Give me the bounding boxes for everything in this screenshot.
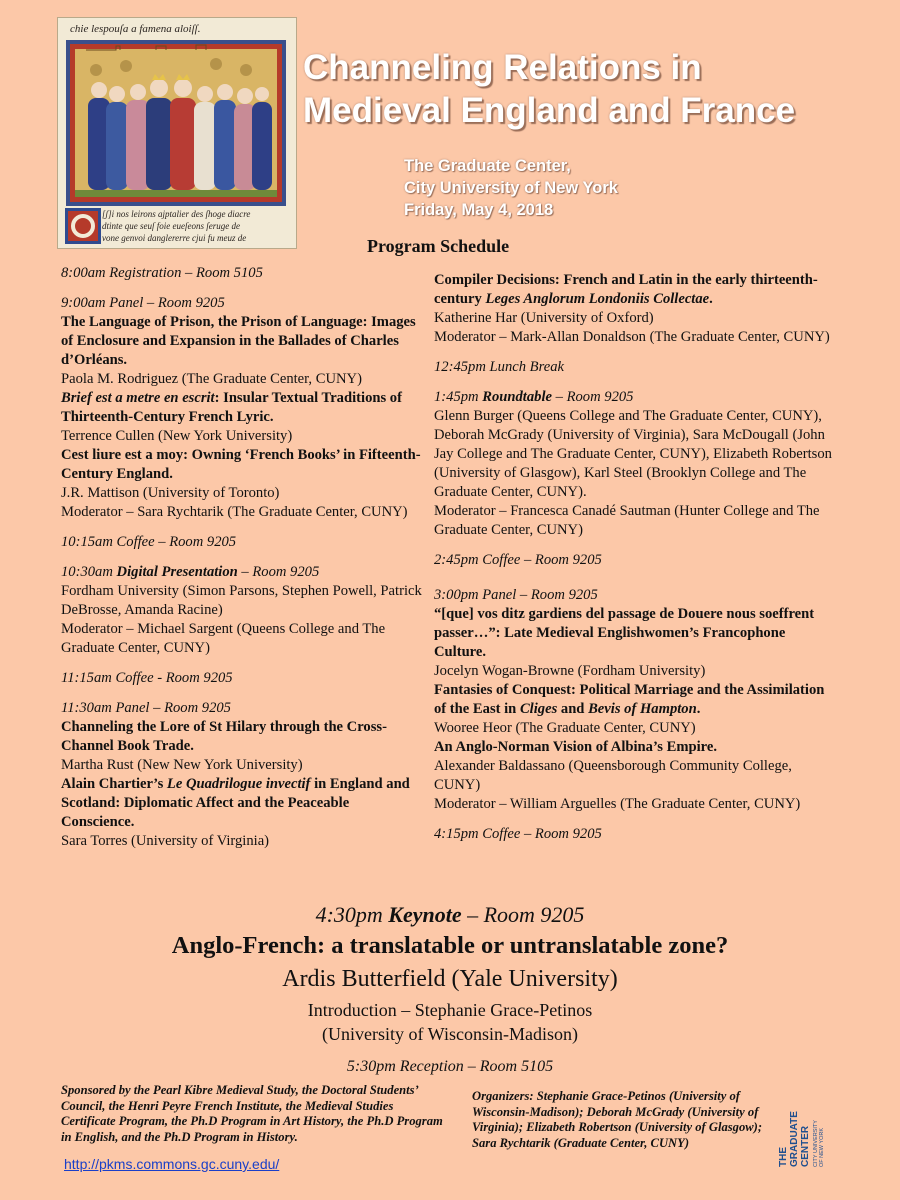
panel-time: 3:00pm Panel – Room 9205 [434, 587, 598, 603]
roundtable-time [434, 388, 834, 407]
keynote-speaker: Ardis Butterfield (Yale University) [282, 966, 618, 992]
venue-line-2: City University of New York [404, 179, 618, 197]
lunch-time: 12:45pm Lunch Break [434, 359, 564, 375]
event-date: Friday, May 4, 2018 [404, 201, 554, 219]
graduate-center-logo [775, 1090, 825, 1170]
illumination-miniature [66, 40, 286, 206]
panel-time: 9:00am Panel – Room 9205 [61, 295, 225, 311]
talk-title: “[que] vos ditz gardiens del passage de Douere nous soeffrent passer…”: Late Medieval Englishwomen’s Francophone Culture. [434, 606, 815, 660]
logo-text-nyc: OF NEW YORK [819, 1127, 825, 1167]
presenters: Fordham University (Simon Parsons, Stephen Powell, Patrick DeBrosse, Amanda Racine) [61, 583, 422, 618]
talk-title-b: . [696, 701, 701, 717]
time-prefix: 1:45pm [434, 389, 483, 405]
logo-text-the: THE [778, 1147, 789, 1167]
moderator: Moderator – Mark-Allan Donaldson (The Graduate Center, CUNY) [434, 329, 830, 345]
time-suffix: – Room 9205 [461, 902, 585, 927]
logo-text-center: CENTER [800, 1125, 811, 1167]
illuminated-initial [65, 208, 101, 244]
illumination-caption: chie lespouſa a famena aloiſſ. [70, 23, 201, 35]
schedule-left-column [61, 264, 423, 862]
illumination-line: vone genvoi danglererre cjui fu meuz de [102, 233, 247, 243]
time-bold: Roundtable [482, 389, 552, 405]
coffee-time: 10:15am Coffee – Room 9205 [61, 534, 237, 550]
talk-title [61, 389, 423, 427]
schedule-right-column [434, 271, 834, 855]
panel-afternoon [434, 586, 834, 814]
time-bold: Keynote [388, 902, 462, 927]
moderator: Moderator – Sara Rychtarik (The Graduate Center, CUNY) [61, 504, 408, 520]
talk-speaker: Alexander Baldassano (Queensborough Community College, CUNY) [434, 758, 792, 793]
time-suffix: – Room 9205 [237, 564, 320, 580]
roundtable [434, 388, 834, 540]
talk-title-b: in England and Scotland: Diplomatic Affect and the Peaceable Conscience. [61, 776, 410, 830]
title-line-2: Medieval England and France [303, 91, 796, 130]
talk-speaker: Paola M. Rodriguez (The Graduate Center, CUNY) [61, 371, 362, 387]
moderator: Moderator – Michael Sargent (Queens College and The Graduate Center, CUNY) [61, 621, 386, 656]
talk-speaker: J.R. Mattison (University of Toronto) [61, 485, 280, 501]
digital-time [61, 563, 423, 582]
talk-title: An Anglo-Norman Vision of Albina’s Empire. [434, 739, 718, 755]
talk-title-a: Compiler Decisions: French and Latin in the early thirteenth-century [434, 272, 818, 307]
panel-late-morning [61, 699, 423, 851]
registration-time: 8:00am Registration – Room 5105 [61, 265, 263, 281]
talk-title: The Language of Prison, the Prison of Language: Images of Enclosure and Expansion in the Ballades of Charles d’Orléans. [61, 314, 416, 368]
illumination-line: dtinte que seuſ foie eueſeons ſeruge de [102, 221, 240, 231]
talk-title-italic: Leges Anglorum Londoniis Collectae [485, 291, 710, 307]
talk-speaker: Jocelyn Wogan-Browne (Fordham University) [434, 663, 706, 679]
talk-speaker: Terrence Cullen (New York University) [61, 428, 293, 444]
organizers: Organizers: Stephanie Grace-Petinos (University of Wisconsin-Madison); Deborah McGrady (University of Virginia); Elizabeth Robertson (University of Glasgow); Sara Rychtarik (Graduate Center, CUNY) [472, 1089, 763, 1150]
reception-time: 5:30pm Reception – Room 5105 [346, 1058, 554, 1075]
talk-title-and: and [557, 701, 589, 717]
panel-late-morning-continued [434, 271, 834, 347]
moderator: Moderator – Francesca Canadé Sautman (Hunter College and The Graduate Center, CUNY) [434, 503, 820, 538]
manuscript-illumination [57, 17, 297, 249]
keynote-introduction: Introduction – Stephanie Grace-Petinos [307, 1000, 593, 1020]
talk-title-italic: Le Quadrilogue invectif [166, 776, 311, 792]
coffee-time: 4:15pm Coffee – Room 9205 [434, 826, 602, 842]
panel-time: 11:30am Panel – Room 9205 [61, 700, 231, 716]
talk-speaker: Martha Rust (New New York University) [61, 757, 303, 773]
program-heading: Program Schedule [367, 236, 510, 256]
talk-title [61, 775, 423, 832]
talk-speaker: Sara Torres (University of Virginia) [61, 833, 270, 849]
illumination-line: [ʃ]i nos leirons ajptalier des ſhoge diacre [102, 209, 251, 219]
venue-line-1: The Graduate Center, [404, 157, 571, 175]
coffee-time: 2:45pm Coffee – Room 9205 [434, 552, 602, 568]
keynote-introduction-affiliation: (University of Wisconsin-Madison) [322, 1024, 578, 1044]
title-line-1: Channeling Relations in [303, 48, 702, 87]
talk-title-b: . [709, 291, 713, 307]
time-prefix: 10:30am [61, 564, 117, 580]
talk-speaker: Wooree Heor (The Graduate Center, CUNY) [434, 720, 696, 736]
talk-title-italic: Cliges [519, 701, 558, 717]
moderator: Moderator – William Arguelles (The Graduate Center, CUNY) [434, 796, 801, 812]
time-bold: Digital Presentation [116, 564, 238, 580]
logo-text-graduate: GRADUATE [789, 1111, 800, 1167]
talk-title-a: Alain Chartier’s [61, 776, 167, 792]
website-link[interactable]: http://pkms.commons.gc.cuny.edu/ [64, 1156, 280, 1172]
venue-and-date [404, 155, 618, 221]
illumination-text [102, 208, 286, 244]
time-suffix: – Room 9205 [552, 389, 634, 405]
talk-title-a: Fantasies of Conquest: Political Marriage and the Assimilation of the East in [434, 682, 825, 717]
logo-text-cuny: CITY UNIVERSITY [813, 1120, 819, 1167]
keynote-time [0, 902, 900, 928]
event-title [303, 46, 795, 132]
sponsors: Sponsored by the Pearl Kibre Medieval Study, the Doctoral Students’ Council, the Henri Peyre French Institute, the Medieval Studies Certificate Program, the Ph.D Program in Art History, the Ph.D Program in English, and the Ph.D Program in History. [61, 1083, 443, 1144]
talk-title-rest: : Insular Textual Traditions of Thirteenth-Century French Lyric. [61, 390, 402, 425]
talk-title-italic: Bevis of Hampton [588, 701, 697, 717]
keynote-title: Anglo-French: a translatable or untranslatable zone? [171, 932, 729, 959]
talk-title [434, 681, 834, 719]
talk-title [434, 271, 834, 309]
digital-presentation [61, 563, 423, 658]
time-prefix: 4:30pm [315, 902, 389, 927]
coffee-time: 11:15am Coffee - Room 9205 [61, 670, 233, 686]
talk-speaker: Katherine Har (University of Oxford) [434, 310, 654, 326]
talk-title: Channeling the Lore of St Hilary through the Cross-Channel Book Trade. [61, 719, 387, 754]
participants: Glenn Burger (Queens College and The Graduate Center, CUNY), Deborah McGrady (University of Virginia), Sara McDougall (John Jay College and The Graduate Center, CUNY), Elizabeth Robertson (University of Glasgow), Karl Steel (Brooklyn College and The Graduate Center, CUNY). [434, 408, 832, 500]
talk-title: Cest liure est a moy: Owning ‘French Books’ in Fifteenth-Century England. [61, 447, 421, 482]
talk-title-italic: Brief est a metre en escrit [61, 390, 215, 406]
panel-morning [61, 294, 423, 522]
